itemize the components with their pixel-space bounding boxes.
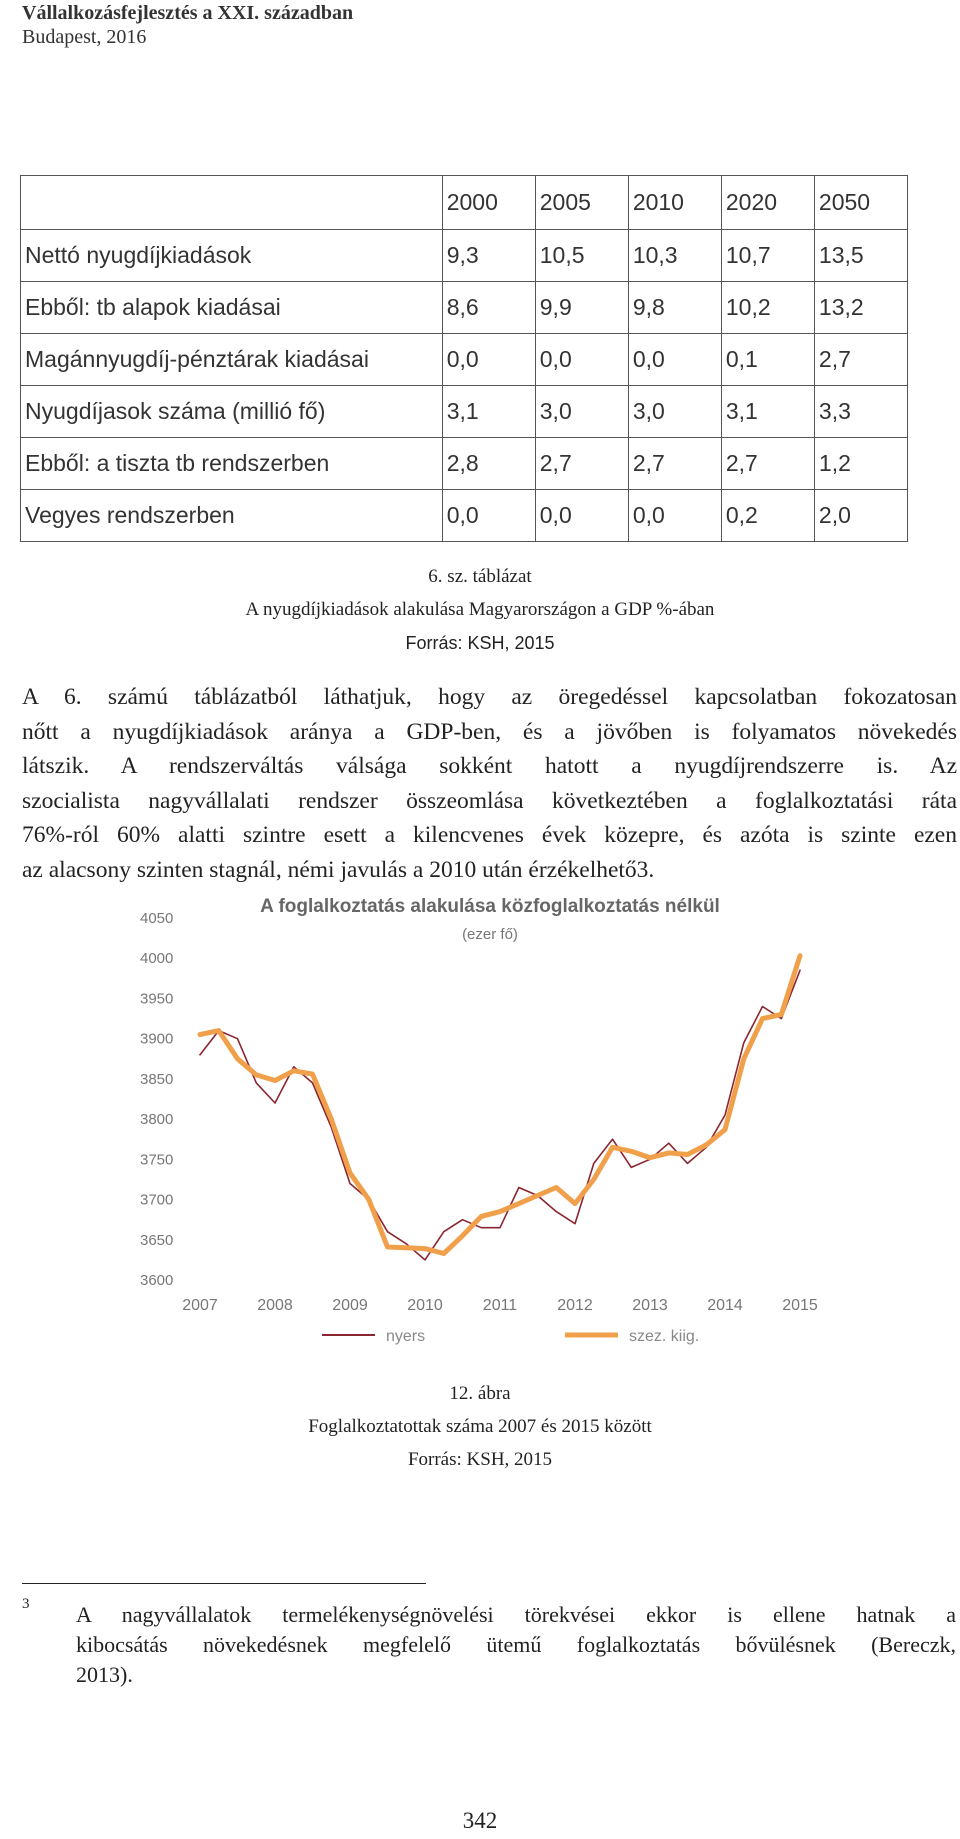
x-tick-label: 2013 bbox=[632, 1297, 668, 1314]
table-caption-title: A nyugdíjkiadások alakulása Magyarországon a GDP %-ában bbox=[245, 599, 715, 620]
value-cell: 2,8 bbox=[442, 438, 535, 490]
y-tick-label: 3650 bbox=[140, 1231, 174, 1249]
year-header-cell: 2010 bbox=[628, 176, 721, 230]
figure-caption-number: 12. ábra bbox=[449, 1383, 511, 1404]
value-cell: 0,0 bbox=[442, 490, 535, 542]
table-row bbox=[21, 282, 908, 334]
table-caption-source: Forrás: KSH, 2015 bbox=[405, 633, 555, 653]
footnote-line: A nagyvállalatok termelékenységnövelési törekvései ekkor is ellene hatnak a bbox=[76, 1602, 956, 1627]
page-number: 342 bbox=[462, 1808, 498, 1833]
row-label-cell: Magánnyugdíj-pénztárak kiadásai bbox=[21, 334, 443, 386]
year-header-cell: 2050 bbox=[814, 176, 907, 230]
series-line-seasonally-adjusted bbox=[200, 956, 800, 1254]
paragraph-line: 76%-ról 60% alatti szintre esett a kilencvenes évek közepre, és azóta is szinte ezen bbox=[22, 822, 957, 848]
legend-label: szez. kiig. bbox=[629, 1328, 700, 1345]
figure-caption-title: Foglalkoztatottak száma 2007 és 2015 között bbox=[308, 1416, 652, 1437]
value-cell: 10,2 bbox=[721, 282, 814, 334]
value-cell: 0,0 bbox=[535, 334, 628, 386]
value-cell: 2,7 bbox=[814, 334, 907, 386]
x-tick-label: 2012 bbox=[557, 1297, 593, 1314]
value-cell: 8,6 bbox=[442, 282, 535, 334]
paragraph-line: látszik. A rendszerváltás válsága sokként hatott a nyugdíjrendszerre is. Az bbox=[22, 753, 957, 779]
value-cell: 3,0 bbox=[535, 386, 628, 438]
value-cell: 0,0 bbox=[628, 334, 721, 386]
year-header-cell: 2020 bbox=[721, 176, 814, 230]
value-cell: 2,0 bbox=[814, 490, 907, 542]
y-tick-label: 3750 bbox=[140, 1151, 174, 1169]
y-tick-label: 3900 bbox=[140, 1030, 174, 1048]
footnote-line: kibocsátás növekedésnek megfelelő ütemű foglalkoztatás bővülésnek (Bereczk, bbox=[76, 1632, 956, 1657]
x-tick-label: 2010 bbox=[407, 1297, 443, 1314]
body-paragraph bbox=[22, 680, 957, 887]
table-row bbox=[21, 438, 908, 490]
x-tick-label: 2015 bbox=[782, 1297, 818, 1314]
paragraph-line: A 6. számú táblázatból láthatjuk, hogy az öregedéssel kapcsolatban fokozatosan bbox=[22, 684, 957, 710]
value-cell: 13,2 bbox=[814, 282, 907, 334]
value-cell: 10,5 bbox=[535, 230, 628, 282]
x-tick-label: 2009 bbox=[332, 1297, 368, 1314]
value-cell: 2,7 bbox=[721, 438, 814, 490]
row-label-cell: Nettó nyugdíjkiadások bbox=[21, 230, 443, 282]
y-tick-label: 3700 bbox=[140, 1191, 174, 1209]
pension-expenditure-table bbox=[20, 175, 908, 542]
x-tick-label: 2011 bbox=[482, 1297, 518, 1314]
paragraph-line: szocialista nagyvállalati rendszer összeomlása következtében a foglalkoztatási ráta bbox=[22, 787, 957, 814]
value-cell: 9,8 bbox=[628, 282, 721, 334]
value-cell: 0,0 bbox=[628, 490, 721, 542]
value-cell: 0,0 bbox=[535, 490, 628, 542]
y-tick-label: 3800 bbox=[140, 1111, 174, 1129]
x-tick-label: 2014 bbox=[707, 1297, 743, 1314]
y-tick-label: 4000 bbox=[140, 950, 174, 968]
row-label-cell: Vegyes rendszerben bbox=[21, 490, 443, 542]
value-cell: 9,9 bbox=[535, 282, 628, 334]
value-cell: 10,7 bbox=[721, 230, 814, 282]
value-cell: 3,3 bbox=[814, 386, 907, 438]
footnote-mark: 3 bbox=[22, 1596, 30, 1612]
value-cell: 10,3 bbox=[628, 230, 721, 282]
x-tick-label: 2007 bbox=[182, 1297, 218, 1314]
value-cell: 0,0 bbox=[442, 334, 535, 386]
year-header-cell: 2005 bbox=[535, 176, 628, 230]
legend-label: nyers bbox=[386, 1328, 426, 1345]
table-header-row bbox=[21, 176, 908, 230]
value-cell: 3,0 bbox=[628, 386, 721, 438]
chart-subtitle: (ezer fő) bbox=[462, 926, 518, 943]
row-label-cell: Ebből: tb alapok kiadásai bbox=[21, 282, 443, 334]
table-row bbox=[21, 230, 908, 282]
y-tick-label: 3600 bbox=[140, 1272, 174, 1289]
value-cell: 3,1 bbox=[721, 386, 814, 438]
value-cell: 9,3 bbox=[442, 230, 535, 282]
value-cell: 0,2 bbox=[721, 490, 814, 542]
table-row bbox=[21, 490, 908, 542]
row-label-cell: Ebből: a tiszta tb rendszerben bbox=[21, 438, 443, 490]
table-row bbox=[21, 334, 908, 386]
paragraph-line: az alacsony szinten stagnál, némi javulás a 2010 után érzékelhető3. bbox=[22, 856, 655, 883]
value-cell: 1,2 bbox=[814, 438, 907, 490]
footnote-text bbox=[76, 1600, 956, 1690]
paragraph-line: nőtt a nyugdíjkiadások aránya a GDP-ben, és a jövőben is folyamatos növekedés bbox=[22, 718, 957, 745]
table-caption-number: 6. sz. táblázat bbox=[428, 566, 532, 587]
footnote-line: 2013). bbox=[76, 1662, 133, 1687]
x-tick-label: 2008 bbox=[257, 1297, 293, 1314]
value-cell: 0,1 bbox=[721, 334, 814, 386]
document-header-place-year: Budapest, 2016 bbox=[22, 26, 147, 48]
figure-caption-source: Forrás: KSH, 2015 bbox=[407, 1449, 553, 1470]
employment-line-chart bbox=[135, 898, 835, 1358]
chart-title: A foglalkoztatás alakulása közfoglalkoztatás nélkül bbox=[260, 898, 720, 917]
y-tick-label: 3850 bbox=[140, 1070, 174, 1088]
table-row bbox=[21, 386, 908, 438]
value-cell: 3,1 bbox=[442, 386, 535, 438]
y-tick-label: 3950 bbox=[140, 990, 174, 1008]
y-tick-label: 4050 bbox=[140, 910, 174, 927]
row-label-cell: Nyugdíjasok száma (millió fő) bbox=[21, 386, 443, 438]
year-header-cell: 2000 bbox=[442, 176, 535, 230]
series-line-raw bbox=[200, 970, 800, 1260]
value-cell: 2,7 bbox=[535, 438, 628, 490]
document-header-title: Vállalkozásfejlesztés a XXI. században bbox=[22, 2, 354, 24]
table-corner-cell bbox=[21, 176, 443, 230]
value-cell: 13,5 bbox=[814, 230, 907, 282]
value-cell: 2,7 bbox=[628, 438, 721, 490]
footnote-divider bbox=[22, 1583, 426, 1584]
